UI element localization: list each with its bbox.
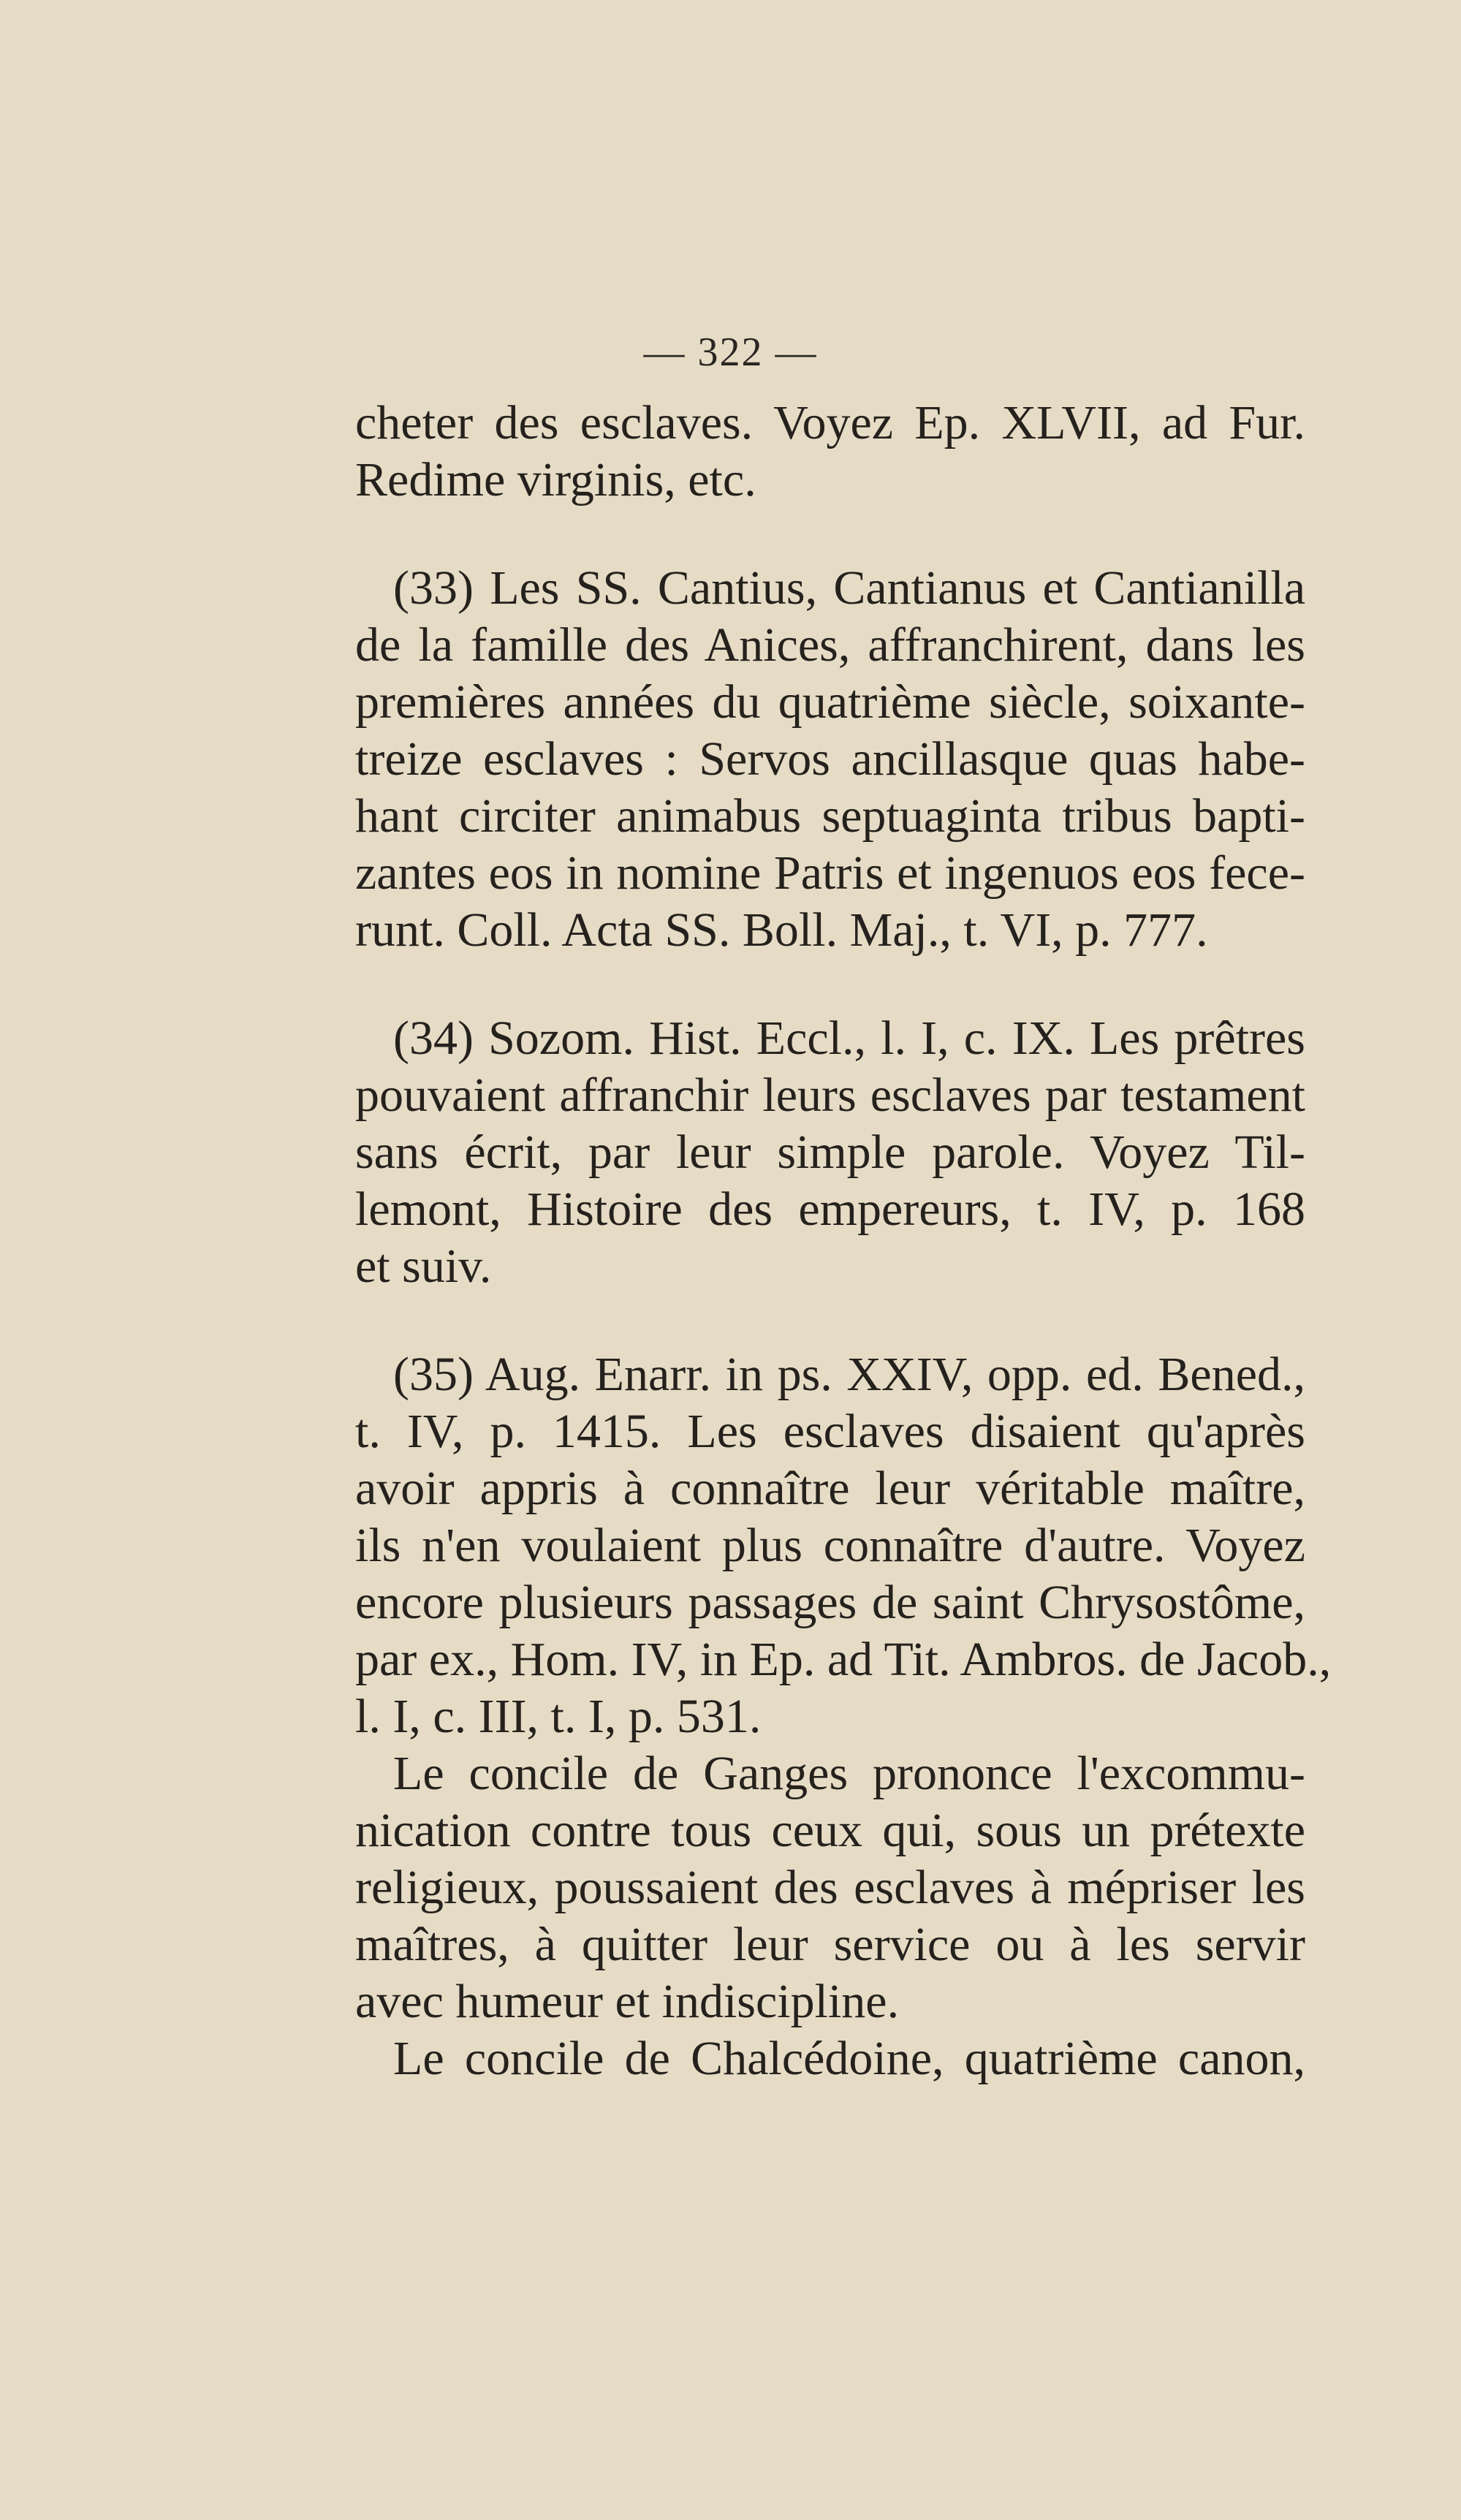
text-line: t. IV, p. 1415. Les esclaves disaient qu'après [355, 1405, 1305, 1458]
text-line: par ex., Hom. IV, in Ep. ad Tit. Ambros. de Jacob., [355, 1633, 1332, 1686]
text-line: avec humeur et indiscipline. [355, 1975, 900, 2028]
footnote-33 [355, 560, 1305, 959]
body-text [355, 395, 1332, 2087]
paragraph-continuation [355, 395, 1305, 509]
text-line: (34) Sozom. Hist. Eccl., l. I, c. IX. Les prêtres [393, 1012, 1305, 1065]
text-line: premières années du quatrième siècle, soixante- [355, 675, 1305, 729]
text-line: et suiv. [355, 1240, 492, 1293]
text-line: l. I, c. III, t. I, p. 531. [355, 1690, 762, 1743]
paragraph-chalcedoine [355, 2030, 1305, 2087]
text-line: sans écrit, par leur simple parole. Voyez Til- [355, 1126, 1305, 1179]
footnote-34 [355, 1010, 1305, 1295]
text-line: ils n'en voulaient plus connaître d'autre. Voyez [355, 1519, 1305, 1572]
text-line: zantes eos in nomine Patris et ingenuos eos fece- [355, 846, 1305, 900]
text-line: nication contre tous ceux qui, sous un prétexte [355, 1804, 1305, 1857]
text-line: (35) Aug. Enarr. in ps. XXIV, opp. ed. Bened., [393, 1348, 1305, 1401]
text-line: maîtres, à quitter leur service ou à les servir [355, 1918, 1305, 1971]
text-line: (33) Les SS. Cantius, Cantianus et Cantianilla [393, 561, 1305, 615]
text-line: encore plusieurs passages de saint Chrysostôme, [355, 1576, 1305, 1629]
text-line: Redime virginis, etc. [355, 453, 756, 506]
paragraph-ganges [355, 1745, 1305, 2030]
text-line: de la famille des Anices, affranchirent, dans les [355, 618, 1305, 672]
text-line: avoir appris à connaître leur véritable maître, [355, 1462, 1305, 1515]
page-number: — 322 — [643, 330, 818, 375]
text-line: Le concile de Chalcédoine, quatrième canon, [393, 2032, 1305, 2085]
text-line: lemont, Histoire des empereurs, t. IV, p. 168 [355, 1183, 1305, 1236]
text-line: treize esclaves : Servos ancillasque quas habe- [355, 732, 1305, 786]
footnote-35 [355, 1346, 1332, 1745]
text-line: hant circiter animabus septuaginta tribus bapti- [355, 789, 1305, 843]
text-line: cheter des esclaves. Voyez Ep. XLVII, ad Fur. [355, 396, 1305, 449]
text-line: runt. Coll. Acta SS. Boll. Maj., t. VI, p. 777. [355, 903, 1208, 957]
text-line: Le concile de Ganges prononce l'excommu- [393, 1747, 1305, 1800]
text-line: pouvaient affranchir leurs esclaves par testament [355, 1069, 1305, 1122]
text-line: religieux, poussaient des esclaves à mépriser les [355, 1861, 1305, 1914]
